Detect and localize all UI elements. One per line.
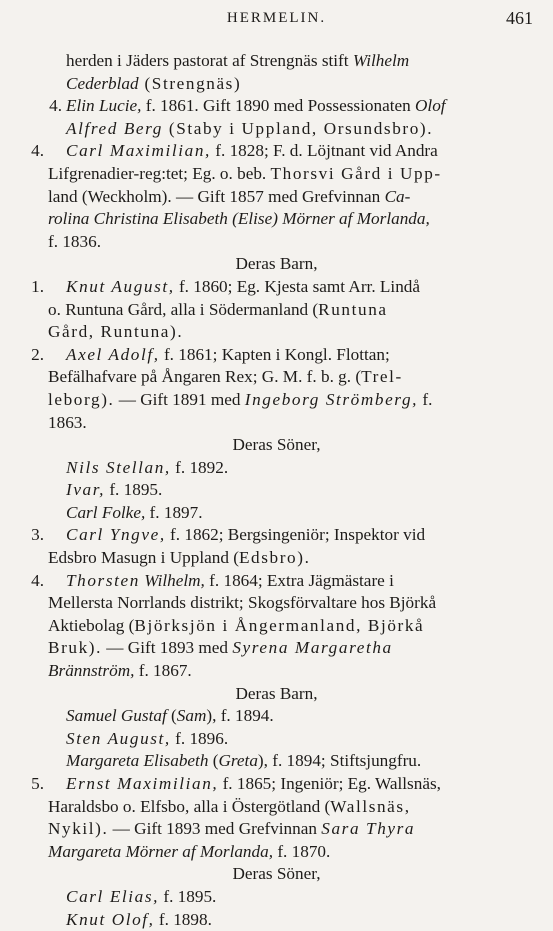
- text-line: [0, 389, 553, 412]
- text-segment: Elin Lucie,: [66, 96, 142, 116]
- text-segment: 1863.: [48, 412, 87, 432]
- text-line: [0, 660, 553, 683]
- text-segment: Ivar,: [66, 480, 106, 500]
- text-line: [0, 344, 553, 367]
- text-line: [0, 796, 553, 819]
- text-line: [0, 592, 553, 615]
- text-line: [0, 570, 553, 593]
- text-line: [0, 95, 553, 118]
- entry-number: 3.: [31, 525, 44, 545]
- text-segment: Haraldsbo o. Elfsbo, alla i Östergötland (: [48, 796, 331, 816]
- text-segment: Aktiebolag (: [48, 615, 135, 635]
- text-line: [0, 547, 553, 570]
- text-line: [0, 412, 553, 435]
- text-segment: f. 1865; Ingeniör; Eg. Wallsnäs,: [218, 774, 441, 793]
- text-line: [0, 276, 553, 299]
- text-line: [0, 750, 553, 773]
- text-line: [0, 366, 553, 389]
- text-segment: Margareta Elisabeth: [66, 751, 209, 771]
- text-segment: f. 1870.: [273, 841, 331, 861]
- text-segment: f. 1892.: [170, 457, 229, 477]
- text-segment: (Staby i Uppland, Orsundsbro).: [163, 118, 434, 138]
- text-line: [0, 728, 553, 751]
- text-segment: f. 1861; Kapten i Kongl. Flottan;: [159, 344, 390, 364]
- text-segment: ), f. 1894.: [206, 706, 274, 726]
- text-line: [0, 231, 553, 254]
- text-segment: Brännström,: [48, 661, 135, 681]
- running-head: HERMELIN.: [226, 10, 327, 26]
- text-segment: leborg).: [48, 389, 115, 409]
- text-segment: Deras Söner,: [232, 435, 321, 455]
- text-segment: f. 1860; Eg. Kjesta samt Arr. Lindå: [174, 276, 421, 296]
- text-line: [0, 524, 553, 547]
- text-segment: Carl Yngve,: [66, 525, 166, 545]
- text-segment: Runtuna: [318, 299, 388, 319]
- text-segment: Alfred Berg: [66, 118, 163, 138]
- text-segment: Wallsnäs,: [330, 796, 411, 816]
- text-segment: Greta: [218, 751, 258, 771]
- text-line: [0, 773, 553, 796]
- text-segment: Befälhafvare på Ångaren Rex; G. M. f. b. g. (: [48, 367, 362, 387]
- text-segment: Thorsvi Gård i Upp-: [270, 163, 442, 183]
- text-segment: Carl Maximilian,: [66, 141, 211, 161]
- text-segment: herden i Jäders pastorat af Strengnäs stift: [66, 51, 353, 70]
- text-segment: Thorsten: [66, 570, 140, 590]
- entry-number: 4.: [31, 141, 44, 161]
- text-line: [0, 705, 553, 728]
- text-segment: f. 1895.: [105, 480, 163, 500]
- text-segment: Nils Stellan,: [66, 457, 171, 477]
- text-segment: — Gift 1893 med Grefvinnan: [108, 819, 322, 839]
- text-segment: f. 1864; Extra Jägmästare i: [204, 570, 394, 590]
- text-segment: Nykil).: [48, 819, 109, 839]
- text-segment: Cederblad: [66, 73, 139, 93]
- text-segment: f. 1836.: [48, 231, 101, 251]
- text-segment: land (Weckholm). — Gift 1857 med Grefvinnan: [48, 186, 385, 206]
- text-segment: Olof: [415, 96, 446, 116]
- page-body: [0, 50, 553, 931]
- text-segment: Ca-: [384, 186, 411, 206]
- text-line: [0, 818, 553, 841]
- text-segment: f. 1867.: [134, 661, 192, 681]
- text-segment: f. 1896.: [170, 728, 229, 748]
- text-line: [0, 457, 553, 480]
- section-heading: [0, 863, 553, 886]
- text-segment: Ingeborg Strömberg,: [244, 389, 419, 409]
- text-segment: Wilhelm: [352, 51, 410, 70]
- text-segment: Mellersta Norrlands distrikt; Skogsförvaltare hos Björkå: [48, 593, 437, 613]
- entry-number: 5.: [31, 774, 44, 793]
- text-line: [0, 208, 553, 231]
- text-segment: Deras Barn,: [235, 254, 318, 274]
- text-segment: Edsbro Masugn i Uppland (: [48, 548, 239, 568]
- text-segment: Gård, Runtuna).: [48, 322, 184, 342]
- entry-number: 4.: [49, 96, 62, 116]
- text-line: [0, 615, 553, 638]
- text-segment: Sara Thyra: [321, 819, 416, 839]
- section-heading: [0, 253, 553, 276]
- entry-number: 1.: [31, 276, 44, 296]
- text-segment: f. 1828; F. d. Löjtnant vid Andra: [210, 141, 438, 161]
- text-line: [0, 50, 553, 73]
- text-segment: f. 1898.: [154, 909, 212, 929]
- text-segment: Edsbro).: [238, 548, 311, 568]
- text-segment: Sam: [176, 706, 207, 726]
- text-line: [0, 186, 553, 209]
- text-line: [0, 140, 553, 163]
- text-segment: — Gift 1891 med: [114, 389, 245, 409]
- text-segment: Trel-: [361, 367, 403, 387]
- text-segment: f. 1897.: [145, 502, 203, 522]
- text-line: [0, 321, 553, 344]
- text-segment: Deras Barn,: [235, 683, 318, 703]
- text-segment: Syrena Margaretha: [232, 638, 393, 658]
- entry-number: 2.: [31, 344, 44, 364]
- text-line: [0, 163, 553, 186]
- text-segment: Carl Elias,: [66, 886, 160, 906]
- text-segment: rolina Christina Elisabeth (Elise) Mörner af Morlanda,: [48, 209, 430, 229]
- text-segment: f. 1861. Gift 1890 med Possessionaten: [141, 96, 415, 116]
- text-line: [0, 841, 553, 864]
- text-segment: Lifgrenadier-reg:tet; Eg. o. beb.: [48, 163, 271, 183]
- text-segment: Wilhelm,: [144, 570, 205, 590]
- text-segment: Ernst Maximilian,: [66, 774, 219, 793]
- text-segment: — Gift 1893 med: [102, 638, 233, 658]
- text-segment: f. 1895.: [159, 886, 217, 906]
- text-segment: Sten August,: [66, 728, 171, 748]
- text-segment: f. 1862; Bergsingeniör; Inspektor vid: [165, 525, 426, 545]
- text-segment: Knut Olof,: [66, 909, 155, 929]
- text-segment: o. Runtuna Gård, alla i Södermanland (: [48, 299, 319, 319]
- text-segment: Bruk).: [48, 638, 102, 658]
- section-heading: [0, 434, 553, 457]
- text-segment: Axel Adolf,: [66, 344, 160, 364]
- text-segment: Samuel Gustaf: [66, 706, 167, 726]
- page-number: 461: [506, 8, 533, 28]
- text-line: [0, 118, 553, 141]
- text-segment: f.: [418, 389, 433, 409]
- section-heading: [0, 683, 553, 706]
- text-segment: Deras Söner,: [232, 864, 321, 884]
- text-line: [0, 73, 553, 96]
- text-line: [0, 479, 553, 502]
- text-segment: Carl Folke,: [66, 502, 146, 522]
- text-segment: Knut August,: [66, 276, 175, 296]
- text-segment: (: [166, 706, 177, 726]
- text-segment: Margareta Mörner af Morlanda,: [48, 841, 274, 861]
- text-line: [0, 886, 553, 909]
- entry-number: 4.: [31, 570, 44, 590]
- text-segment: (Strengnäs): [138, 73, 242, 93]
- text-line: [0, 637, 553, 660]
- text-segment: (: [208, 751, 219, 771]
- text-segment: Björksjön i Ångermanland, Björkå: [134, 615, 425, 635]
- page-header: [0, 8, 553, 32]
- text-line: [0, 502, 553, 525]
- text-segment: ), f. 1894; Stiftsjungfru.: [257, 751, 422, 771]
- text-line: [0, 299, 553, 322]
